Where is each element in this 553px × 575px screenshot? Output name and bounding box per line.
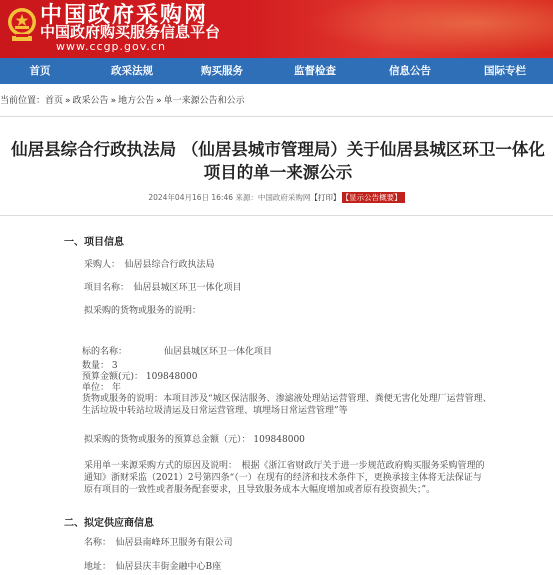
divider (0, 215, 553, 216)
nav-item-announcements[interactable]: 信息公告 (389, 65, 431, 77)
breadcrumb-procurement-notices[interactable]: 政采公告 (72, 96, 109, 106)
nav-item-home[interactable]: 首页 (29, 65, 51, 77)
national-emblem-icon (6, 4, 38, 44)
unit-line: 单位： 年 (82, 383, 121, 393)
section-heading-supplier-info: 二、拟定供应商信息 (64, 518, 154, 529)
breadcrumb-home[interactable]: 首页 (45, 96, 64, 106)
publish-date: 2024年04月16日 16:46 (148, 193, 234, 202)
section-heading-project-info: 一、项目信息 (64, 237, 124, 248)
breadcrumb-separator: » (156, 96, 162, 106)
budget-line: 预算金额(元)： 109848000 (82, 372, 198, 382)
breadcrumb-separator: » (65, 96, 71, 106)
source-label: 来源：中国政府采购网 (235, 193, 311, 202)
site-title[interactable]: 中国政府采购网 (40, 3, 209, 28)
goods-description-text: 货物或服务的说明：本项目涉及“城区保洁服务、渗滤液处理站运营管理、粪便无害化处理厂运营管理、生活垃圾中转站垃圾清运及日常运营管理、填埋场日常运营管理”等 (82, 394, 492, 416)
quantity-line: 数量： 3 (82, 361, 118, 371)
total-budget-line: 拟采购的货物或服务的预算总金额（元）： 109848000 (84, 435, 305, 445)
site-header (0, 0, 553, 58)
nav-item-supervision[interactable]: 监督检查 (294, 65, 336, 77)
supplier-name-line: 名称： 仙居县南峰环卫服务有限公司 (84, 538, 233, 548)
single-source-reason: 采用单一来源采购方式的原因及说明： 根据《浙江省财政厅关于进一步规范政府购买服务采购管理的通知》浙财采监（2021）2号第四条“（一）在现有的经济和技术条件下，更换承接主体将无法保证与原有项目的一致性或者服务配套要求，且导致服务成本大幅度增加或者原有投资损失；”。 (84, 461, 485, 495)
item-name-label: 标的名称： (82, 347, 128, 357)
breadcrumb-prefix: 当前位置： (0, 96, 46, 106)
breadcrumb-separator: » (110, 96, 117, 106)
supplier-address-line: 地址： 仙居县庆丰街金融中心B座 (84, 562, 222, 572)
article-meta (0, 192, 553, 204)
nav-item-purchase-service[interactable]: 购买服务 (201, 65, 243, 77)
purchaser-line: 采购人： 仙居县综合行政执法局 (84, 260, 215, 270)
project-name-line: 项目名称： 仙居县城区环卫一体化项目 (84, 283, 242, 293)
divider (0, 116, 553, 117)
main-nav (0, 58, 553, 84)
page-title: 仙居县综合行政执法局 （仙居县城市管理局）关于仙居县城区环卫一体化项目的单一来源公示 (11, 140, 545, 182)
item-name-value: 仙居县城区环卫一体化项目 (164, 347, 273, 357)
breadcrumb-local-notices[interactable]: 地方公告 (118, 96, 155, 106)
show-summary-button[interactable]: 【显示公告概要】 (342, 192, 404, 203)
site-url: www.ccgp.gov.cn (56, 40, 166, 53)
site-subtitle: 中国政府购买服务信息平台 (40, 23, 221, 41)
nav-item-regulations[interactable]: 政采法规 (111, 65, 153, 77)
nav-item-international[interactable]: 国际专栏 (484, 65, 526, 77)
print-link[interactable]: 【打印】 (310, 193, 341, 202)
breadcrumb (0, 94, 245, 108)
goods-description-label: 拟采购的货物或服务的说明： (84, 306, 202, 316)
breadcrumb-single-source[interactable]: 单一来源公告和公示 (163, 96, 245, 106)
